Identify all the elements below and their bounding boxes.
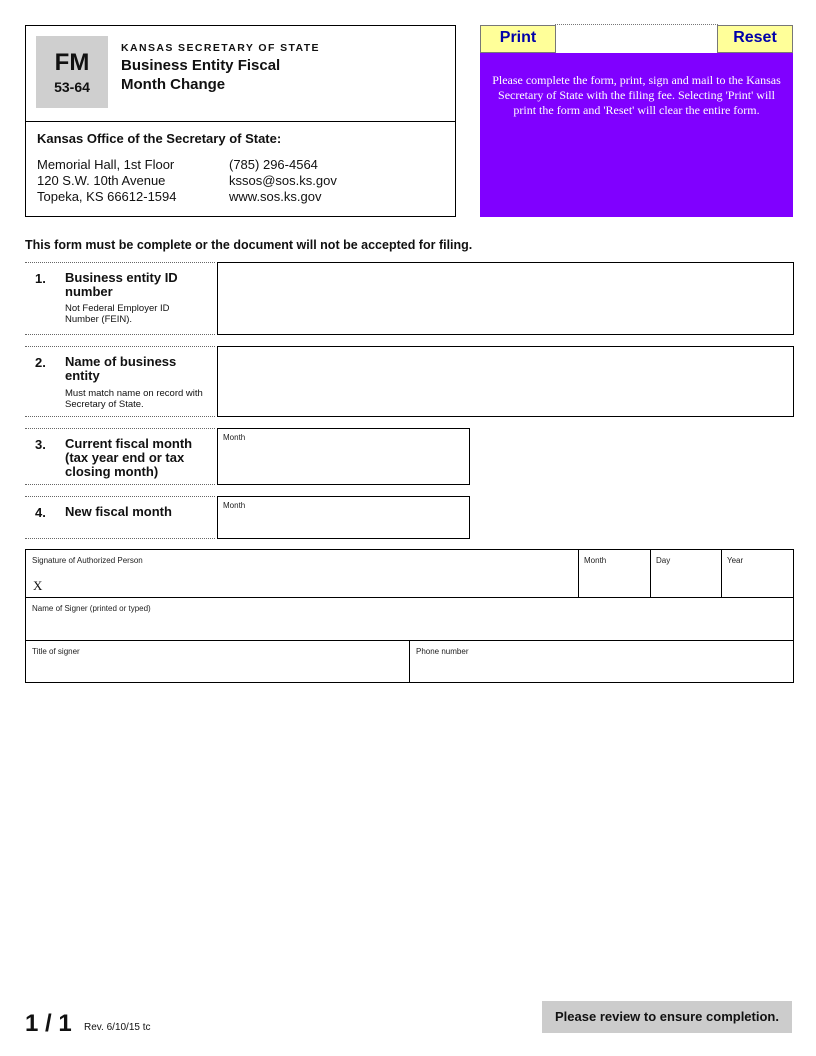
phone-number-input[interactable]: [409, 640, 794, 683]
item-number: 1.: [35, 271, 46, 286]
office-contact: [229, 157, 337, 205]
month-caption: Month: [223, 433, 246, 442]
month-caption: Month: [584, 556, 607, 565]
item-number: 4.: [35, 505, 46, 520]
month-caption: Month: [223, 501, 246, 510]
signer-title-caption: Title of signer: [32, 647, 80, 656]
sign-month-input[interactable]: [578, 549, 651, 598]
phone-number-caption: Phone number: [416, 647, 469, 656]
item-divider: [25, 346, 215, 347]
signature-x-mark: X: [33, 578, 43, 593]
form-title-line-1: Business Entity Fiscal: [121, 57, 281, 74]
signer-title-input[interactable]: [25, 640, 410, 683]
item-divider: [25, 262, 215, 263]
new-fiscal-month-input[interactable]: [217, 496, 470, 539]
signature-input[interactable]: [25, 549, 579, 598]
form-code: FM: [54, 49, 90, 76]
item-divider: [25, 484, 215, 485]
button-bar-divider: [555, 24, 718, 25]
sign-day-input[interactable]: [650, 549, 722, 598]
address-line: Topeka, KS 66612-1594: [37, 189, 177, 204]
item-label-new-month: New fiscal month: [65, 504, 172, 519]
page-number: 1 / 1: [25, 1010, 72, 1037]
reset-button[interactable]: Reset: [717, 25, 793, 53]
year-caption: Year: [727, 556, 744, 565]
form-title: [121, 56, 341, 94]
agency-name: KANSAS SECRETARY OF STATE: [121, 42, 320, 54]
item-number: 2.: [35, 355, 46, 370]
signer-name-caption: Name of Signer (printed or typed): [32, 604, 151, 613]
phone-text: (785) 296-4564: [229, 157, 318, 172]
completion-warning: This form must be complete or the document will not be accepted for filing.: [25, 238, 473, 252]
address-line: 120 S.W. 10th Avenue: [37, 173, 166, 188]
email-text: kssos@sos.ks.gov: [229, 173, 337, 188]
item-divider: [25, 496, 215, 497]
office-address: [37, 157, 177, 205]
item-divider: [25, 334, 215, 335]
form-title-line-2: Month Change: [121, 76, 226, 93]
print-button[interactable]: Print: [480, 25, 556, 53]
signer-name-input[interactable]: [25, 597, 794, 641]
day-caption: Day: [656, 556, 671, 565]
form-code-badge: [36, 36, 108, 108]
address-line: Memorial Hall, 1st Floor: [37, 157, 175, 172]
item-divider: [25, 538, 215, 539]
entity-name-input[interactable]: [217, 346, 794, 417]
current-fiscal-month-input[interactable]: [217, 428, 470, 485]
form-number: 53-64: [54, 79, 90, 95]
revision-note: Rev. 6/10/15 tc: [84, 1022, 151, 1033]
signature-caption: Signature of Authorized Person: [32, 556, 143, 565]
entity-id-input[interactable]: [217, 262, 794, 335]
item-label-entity-name: Name of business entity: [65, 354, 177, 383]
review-completion-button[interactable]: Please review to ensure completion.: [542, 1001, 792, 1033]
header-divider: [25, 121, 456, 122]
item-label-entity-id: Business entity ID number: [65, 270, 178, 299]
item-note-entity-id: Not Federal Employer ID Number (FEIN).: [65, 303, 170, 325]
instructions-panel: Please complete the form, print, sign and mail to the Kansas Secretary of State with the filing fee. Selecting 'Print' will print the form and 'Reset' will clear the entire form.: [480, 53, 793, 217]
item-divider: [25, 416, 215, 417]
item-label-current-month: Current fiscal month (tax year end or tax closing month): [65, 436, 193, 479]
item-number: 3.: [35, 437, 46, 452]
website-text: www.sos.ks.gov: [229, 189, 322, 204]
item-divider: [25, 428, 215, 429]
sign-year-input[interactable]: [721, 549, 794, 598]
item-note-entity-name: Must match name on record with Secretary of State.: [65, 388, 203, 410]
office-title: Kansas Office of the Secretary of State:: [37, 131, 282, 146]
